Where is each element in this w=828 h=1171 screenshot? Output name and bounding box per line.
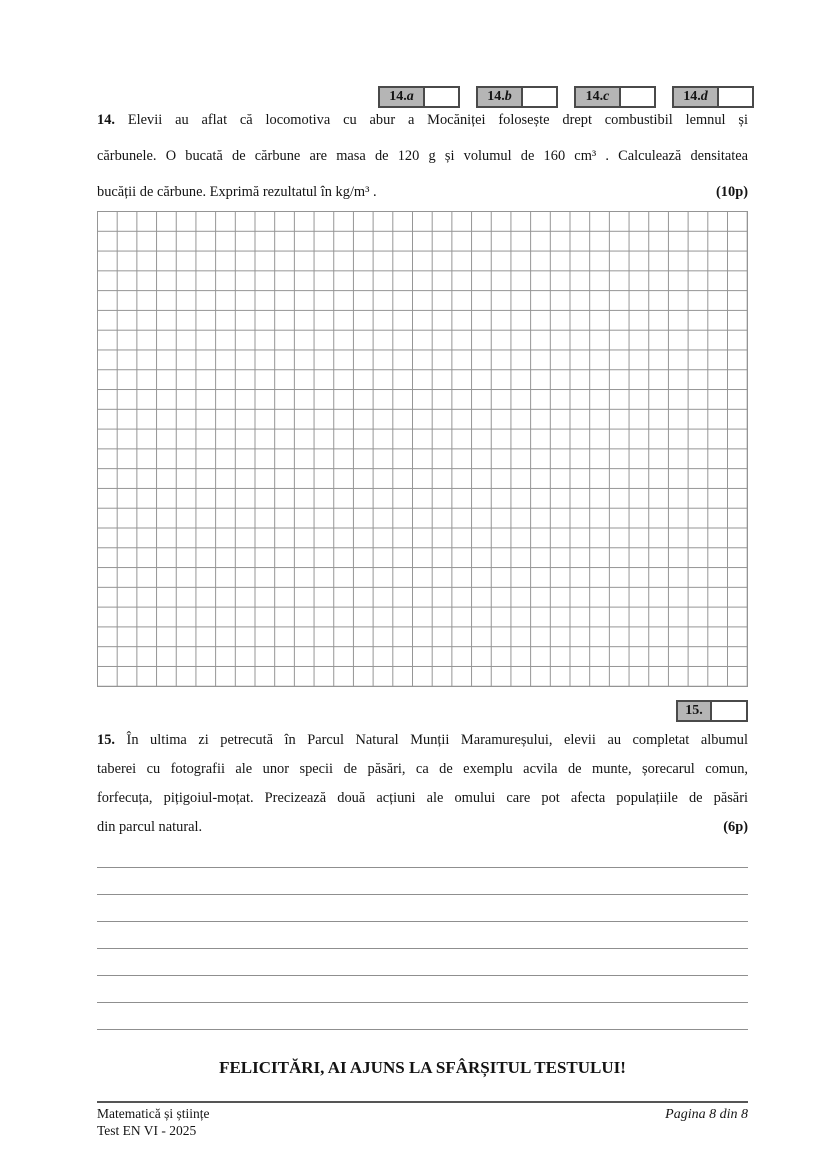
answer-line[interactable] (97, 841, 748, 868)
question-15-line (97, 813, 748, 842)
question-15-line (97, 755, 748, 784)
answer-line[interactable] (97, 868, 748, 895)
question-15-line-text: În ultima zi petrecută în Parcul Natural Munții Maramureșului, elevii au completat albumul (126, 732, 748, 748)
question-15-line (97, 784, 748, 813)
q14-box-number-b: 14. (487, 89, 505, 104)
congratulations-message: FELICITĂRI, AI AJUNS LA SFÂRȘITUL TESTULUI! (219, 1058, 626, 1077)
answer-line[interactable] (97, 895, 748, 922)
question-14-line-text: cărbunele. O bucată de cărbune are masa de 120 g și volumul de 160 cm³ . Calculează densitatea (97, 148, 748, 164)
q14-box-letter-d: d (700, 89, 708, 104)
q15-box-number: 15. (685, 703, 703, 718)
q14-box-letter-c: c (603, 89, 610, 104)
q15-answer-box-wrap (676, 700, 748, 722)
q14-box-number-a: 14. (389, 89, 407, 104)
q14-box-number-d: 14. (683, 89, 701, 104)
q15-answer-box (676, 700, 748, 722)
answer-line[interactable] (97, 922, 748, 949)
question-15-line-text: forfecuța, pițigoiul-moțat. Precizează două acțiuni ale omului care pot afecta populațiile de păsări (97, 790, 748, 806)
question-14-points: (10p) (716, 184, 748, 200)
answer-line[interactable] (97, 1003, 748, 1030)
q15-box-label (678, 702, 712, 720)
question-14-text (97, 102, 748, 210)
footer-rule (97, 1101, 748, 1103)
answer-lines (97, 841, 748, 1030)
work-grid[interactable] (97, 211, 748, 687)
question-14-number: 14. (97, 112, 115, 128)
footer-left (97, 1106, 209, 1139)
question-14-line (97, 102, 748, 138)
footer-test-name: Test EN VI - 2025 (97, 1122, 197, 1138)
question-14-line-text: Elevii au aflat că locomotiva cu abur a Mocăniței folosește drept combustibil lemnul și (127, 112, 748, 128)
q14-box-letter-a: a (406, 89, 414, 104)
question-15-number: 15. (97, 732, 115, 748)
question-15-line-text: din parcul natural. (97, 819, 203, 835)
question-15-line-text: taberei cu fotografii ale unor specii de păsări, ca de exemplu acvila de munte, șorecarul comun, (97, 761, 748, 777)
footer-page-number: Pagina 8 din 8 (665, 1107, 748, 1122)
q14-box-letter-b: b (504, 89, 512, 104)
question-14-line (97, 138, 748, 174)
q14-box-number-c: 14. (585, 89, 604, 104)
question-14-line-text: bucății de cărbune. Exprimă rezultatul în kg/m³ . (97, 184, 377, 200)
footer-subject: Matematică și științe (97, 1106, 210, 1121)
question-15-text (97, 726, 748, 842)
question-15-points: (6p) (723, 819, 748, 835)
question-14-line (97, 174, 748, 210)
answer-line[interactable] (97, 949, 748, 976)
answer-line[interactable] (97, 976, 748, 1003)
question-15-line (97, 726, 748, 755)
q15-score-cell[interactable] (712, 702, 746, 720)
